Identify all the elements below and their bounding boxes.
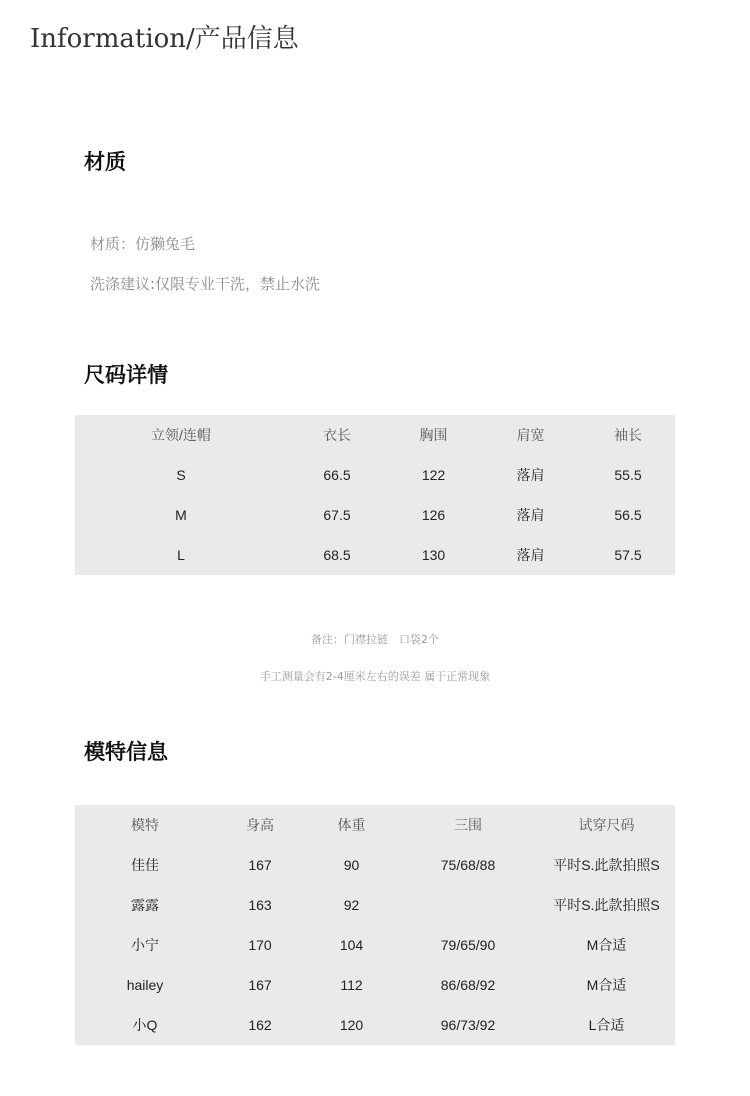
size-cell: 126 [421, 507, 446, 523]
model-cell: 167 [248, 857, 272, 873]
size-cell: 122 [421, 467, 446, 483]
model-cell: 112 [340, 977, 363, 993]
washing-instructions: 洗涤建议:仅限专业干洗，禁止水洗 [90, 275, 321, 293]
size-section-title: 尺码详情 [84, 363, 168, 387]
model-header-cell: 三围 [454, 817, 482, 833]
size-table [75, 415, 675, 575]
model-cell: 167 [248, 977, 272, 993]
size-cell: S [176, 467, 186, 483]
size-header-cell: 胸围 [419, 427, 448, 443]
size-header-cell: 衣长 [323, 427, 351, 443]
size-table-header-row [75, 415, 675, 455]
page-title: Information/产品信息 [30, 24, 299, 54]
model-cell: 佳佳 [131, 857, 159, 873]
model-cell [398, 885, 538, 925]
material-section-title: 材质 [84, 150, 126, 174]
model-cell: 86/68/92 [440, 977, 496, 993]
size-header-cell: 袖长 [614, 427, 642, 443]
model-cell: 小Q [132, 1017, 158, 1033]
model-header-cell: 模特 [131, 817, 159, 833]
table-row [75, 885, 675, 925]
size-header-cell: 肩宽 [516, 427, 545, 443]
model-cell: 163 [248, 897, 272, 913]
size-header-cell: 立领/连帽 [151, 427, 211, 443]
model-table [75, 805, 675, 1045]
model-cell: 露露 [131, 897, 159, 913]
model-cell: M合适 [586, 937, 627, 953]
size-note-measurement: 手工测量会有2-4厘米左右的误差 属于正常现象 [259, 670, 491, 683]
model-cell: 79/65/90 [440, 937, 496, 953]
size-cell: 67.5 [323, 507, 351, 523]
table-row [75, 925, 675, 965]
size-note-closure: 备注：门襟拉链 口袋2个 [311, 633, 439, 646]
model-header-cell: 试穿尺码 [578, 817, 635, 833]
table-row [75, 455, 675, 495]
size-cell: L [177, 547, 185, 563]
size-cell: 落肩 [516, 507, 545, 523]
model-cell: 104 [339, 937, 364, 953]
table-row [75, 845, 675, 885]
size-cell: 66.5 [323, 467, 351, 483]
model-cell: hailey [126, 977, 164, 993]
model-cell: 120 [339, 1017, 364, 1033]
model-cell: L合适 [588, 1017, 625, 1033]
size-cell: 57.5 [614, 547, 642, 563]
table-row [75, 1005, 675, 1045]
model-cell: 小宁 [131, 937, 159, 953]
model-cell: 平时S.此款拍照S [553, 857, 660, 873]
model-cell: M合适 [586, 977, 627, 993]
model-cell: 75/68/88 [440, 857, 496, 873]
model-section-title: 模特信息 [84, 740, 168, 764]
size-cell: 130 [421, 547, 446, 563]
model-cell: 92 [343, 897, 360, 913]
material-composition: 材质：仿獭兔毛 [90, 235, 196, 253]
size-cell: M [175, 507, 187, 523]
table-row [75, 495, 675, 535]
model-cell: 170 [248, 937, 272, 953]
size-cell: 落肩 [516, 467, 545, 483]
size-cell: 落肩 [516, 547, 545, 563]
model-cell: 90 [343, 857, 360, 873]
table-row [75, 535, 675, 575]
size-cell: 55.5 [614, 467, 642, 483]
size-cell: 56.5 [614, 507, 642, 523]
size-cell: 68.5 [323, 547, 351, 563]
table-row [75, 965, 675, 1005]
model-header-cell: 体重 [337, 817, 366, 833]
model-header-cell: 身高 [246, 817, 274, 833]
model-cell: 162 [248, 1017, 272, 1033]
model-cell: 平时S.此款拍照S [553, 897, 660, 913]
model-cell: 96/73/92 [440, 1017, 496, 1033]
model-table-header-row [75, 805, 675, 845]
